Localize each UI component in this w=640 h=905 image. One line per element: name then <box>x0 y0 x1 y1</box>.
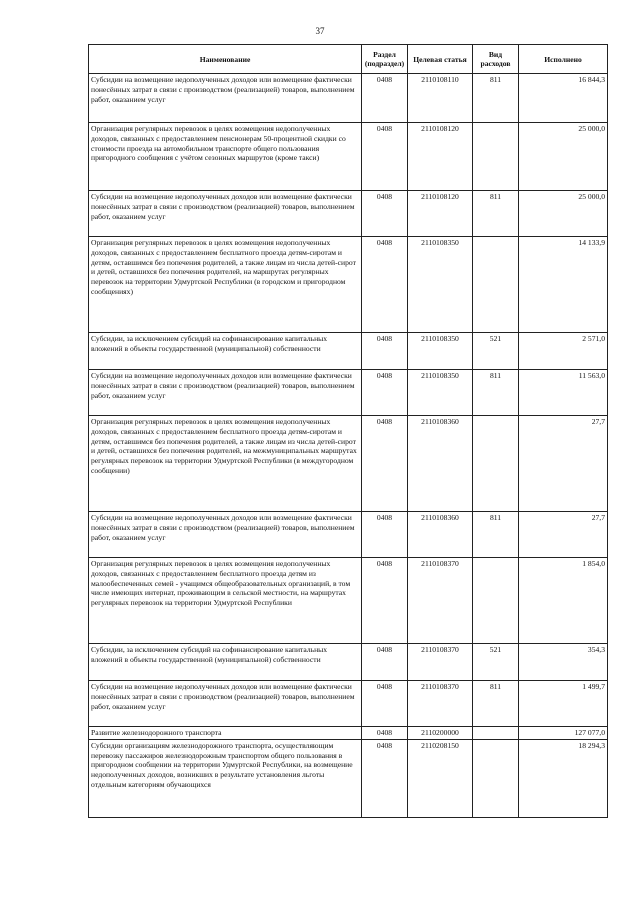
row-target: 2110208150 <box>408 739 473 817</box>
row-amount: 1 499,7 <box>519 681 608 727</box>
row-amount: 14 133,9 <box>519 237 608 333</box>
row-name: Субсидии на возмещение недополученных доходов или возмещение фактически понесённых затрат в связи с производством (реализацией) товаров, выполнением работ, оказанием услуг <box>89 74 362 123</box>
row-amount: 25 000,0 <box>519 191 608 237</box>
row-section: 0408 <box>362 416 408 512</box>
header-kind: Вид расходов <box>473 45 519 74</box>
table-row <box>89 558 608 644</box>
table-row <box>89 681 608 727</box>
table-row <box>89 727 608 740</box>
row-kind: 811 <box>473 370 519 416</box>
row-kind: 811 <box>473 191 519 237</box>
row-kind <box>473 123 519 191</box>
row-target: 2110108370 <box>408 644 473 681</box>
row-amount: 1 854,0 <box>519 558 608 644</box>
row-name: Субсидии на возмещение недополученных доходов или возмещение фактически понесённых затрат в связи с производством (реализацией) товаров, выполнением работ, оказанием услуг <box>89 512 362 558</box>
table-row <box>89 333 608 370</box>
page-number: 37 <box>315 26 325 36</box>
row-kind: 811 <box>473 74 519 123</box>
row-target: 2110108370 <box>408 681 473 727</box>
row-target: 2110108360 <box>408 416 473 512</box>
row-kind: 811 <box>473 681 519 727</box>
table-header-row <box>89 45 608 74</box>
table-row <box>89 512 608 558</box>
row-amount: 16 844,3 <box>519 74 608 123</box>
row-kind <box>473 727 519 740</box>
table-row <box>89 416 608 512</box>
row-target: 2110108350 <box>408 333 473 370</box>
row-target: 2110108350 <box>408 370 473 416</box>
row-target: 2110108110 <box>408 74 473 123</box>
row-amount: 25 000,0 <box>519 123 608 191</box>
row-kind: 811 <box>473 512 519 558</box>
row-amount: 27,7 <box>519 512 608 558</box>
header-name: Наименование <box>89 45 362 74</box>
row-section: 0408 <box>362 739 408 817</box>
row-section: 0408 <box>362 644 408 681</box>
row-name: Организация регулярных перевозок в целях возмещения недополученных доходов, связанных с предоставлением бесплатного проезда детям-сиротам и детям, оставшимся без попечения родителей, а также лицам из числа детей-сирот и детей, оставшихся без попечения родителей, на межмуниципальных маршрутах регулярных перевозок на территории Удмуртской Республики (в междугородном сообщении) <box>89 416 362 512</box>
row-name: Организация регулярных перевозок в целях возмещения недополученных доходов, связанных с предоставлением пенсионерам 50-процентной скидки со стоимости проезда на автомобильном транспорте общего пользования пригородного сообщения с учётом сезонных маршрутов (кроме такси) <box>89 123 362 191</box>
row-target: 2110200000 <box>408 727 473 740</box>
row-kind: 521 <box>473 333 519 370</box>
row-name: Субсидии на возмещение недополученных доходов или возмещение фактически понесённых затрат в связи с производством (реализацией) товаров, выполнением работ, оказанием услуг <box>89 681 362 727</box>
row-amount: 2 571,0 <box>519 333 608 370</box>
table-row <box>89 237 608 333</box>
row-section: 0408 <box>362 370 408 416</box>
row-kind: 521 <box>473 644 519 681</box>
table-row <box>89 123 608 191</box>
row-kind <box>473 558 519 644</box>
row-section: 0408 <box>362 123 408 191</box>
row-target: 2110108120 <box>408 123 473 191</box>
row-section: 0408 <box>362 558 408 644</box>
row-name: Субсидии на возмещение недополученных доходов или возмещение фактически понесённых затрат в связи с производством (реализацией) товаров, выполнением работ, оказанием услуг <box>89 370 362 416</box>
row-amount: 127 077,0 <box>519 727 608 740</box>
row-section: 0408 <box>362 191 408 237</box>
header-target: Целевая статья <box>408 45 473 74</box>
row-kind <box>473 739 519 817</box>
row-name: Субсидии организациям железнодорожного транспорта, осуществляющим перевозку пассажиров железнодорожным транспортом общего пользования в пригородном сообщении на территории Удмуртской Республики, на возмещение недополученных доходов, возникших в результате установления льготы отдельным категориям обучающихся <box>89 739 362 817</box>
row-section: 0408 <box>362 237 408 333</box>
table-row <box>89 191 608 237</box>
table-row <box>89 739 608 817</box>
row-section: 0408 <box>362 333 408 370</box>
row-target: 2110108360 <box>408 512 473 558</box>
row-name: Субсидии на возмещение недополученных доходов или возмещение фактически понесённых затрат в связи с производством (реализацией) товаров, выполнением работ, оказанием услуг <box>89 191 362 237</box>
table-row <box>89 370 608 416</box>
row-kind <box>473 237 519 333</box>
header-section: Раздел (подраздел) <box>362 45 408 74</box>
row-amount: 18 294,3 <box>519 739 608 817</box>
row-name: Субсидии, за исключением субсидий на софинансирование капитальных вложений в объекты государственной (муниципальной) собственности <box>89 333 362 370</box>
budget-table <box>88 44 608 818</box>
row-section: 0408 <box>362 74 408 123</box>
row-name: Организация регулярных перевозок в целях возмещения недополученных доходов, связанных с предоставлением бесплатного проезда детям-сиротам и детям, оставшимся без попечения родителей, а также лицам из числа детей-сирот и детей, оставшихся без попечения родителей, на маршрутах регулярных перевозок на территории Удмуртской Республики (в городском и пригородном сообщениях) <box>89 237 362 333</box>
row-target: 2110108370 <box>408 558 473 644</box>
row-section: 0408 <box>362 681 408 727</box>
table-row <box>89 74 608 123</box>
row-name: Организация регулярных перевозок в целях возмещения недополученных доходов, связанных с предоставлением бесплатного проезда детям из малообеспеченных семей - учащимся общеобразовательных организаций, в том числе имеющих интернат, проживающим в сельской местности, на маршрутах регулярных перевозок на территории Удмуртской Республики <box>89 558 362 644</box>
header-executed: Исполнено <box>519 45 608 74</box>
row-section: 0408 <box>362 727 408 740</box>
row-amount: 27,7 <box>519 416 608 512</box>
row-amount: 354,3 <box>519 644 608 681</box>
row-target: 2110108120 <box>408 191 473 237</box>
row-amount: 11 563,0 <box>519 370 608 416</box>
row-kind <box>473 416 519 512</box>
row-section: 0408 <box>362 512 408 558</box>
row-target: 2110108350 <box>408 237 473 333</box>
row-name: Субсидии, за исключением субсидий на софинансирование капитальных вложений в объекты государственной (муниципальной) собственности <box>89 644 362 681</box>
row-name: Развитие железнодорожного транспорта <box>89 727 362 740</box>
table-row <box>89 644 608 681</box>
